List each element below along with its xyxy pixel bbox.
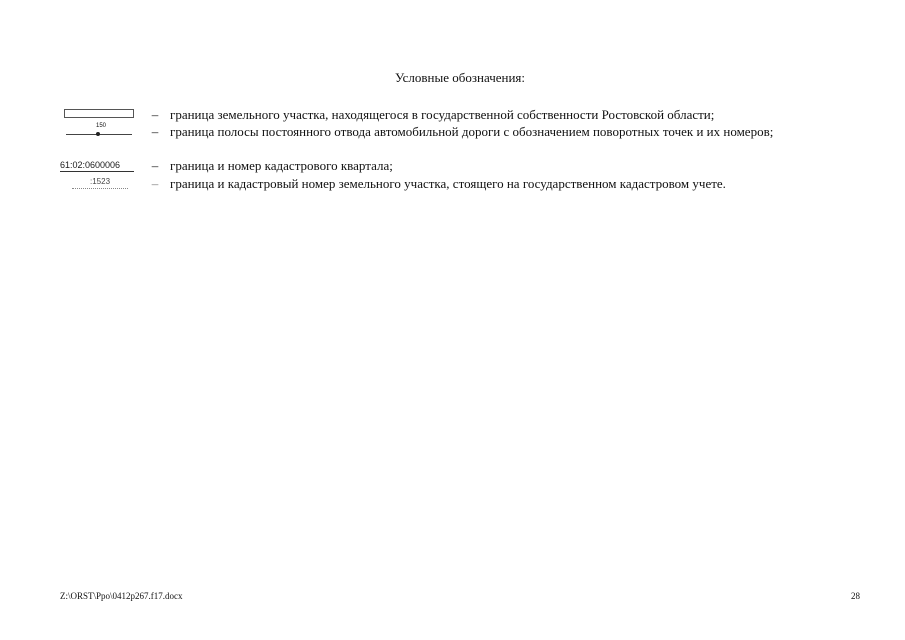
- rectangle-boundary-icon: [64, 109, 134, 118]
- parcel-cadastral-number: :1523: [90, 177, 111, 186]
- parcel-dotted-boundary-icon: [72, 188, 128, 189]
- legend-dash: –: [151, 158, 159, 173]
- quarter-boundary-line-icon: [60, 171, 134, 172]
- legend-title: Условные обозначения:: [394, 70, 526, 85]
- land-plot-boundary-symbol: [60, 107, 138, 123]
- turning-point-number: 150: [96, 123, 107, 129]
- legend-description: граница земельного участка, находящегося в государственной собственности Ростовской области;: [170, 107, 715, 122]
- cadastral-quarter-number: 61:02:0600006: [60, 160, 121, 170]
- road-strip-boundary-symbol: [60, 124, 138, 140]
- legend-dash: –: [151, 107, 159, 122]
- legend-dash: –: [151, 124, 159, 139]
- legend-description: граница полосы постоянного отвода автомобильной дороги с обозначением поворотных точек и их номеров;: [170, 124, 774, 139]
- turning-point-icon: [96, 132, 100, 136]
- legend-dash: –: [151, 176, 159, 191]
- cadastral-quarter-symbol: [60, 158, 138, 174]
- registered-parcel-symbol: [60, 176, 138, 192]
- legend-description: граница и номер кадастрового квартала;: [170, 158, 393, 173]
- footer-file-path: Z:\ORST\Ppo\0412p267.f17.docx: [60, 591, 183, 601]
- legend-description: граница и кадастровый номер земельного участка, стоящего на государственном кадастровом учете.: [170, 176, 726, 191]
- footer-page-number: 28: [851, 591, 860, 601]
